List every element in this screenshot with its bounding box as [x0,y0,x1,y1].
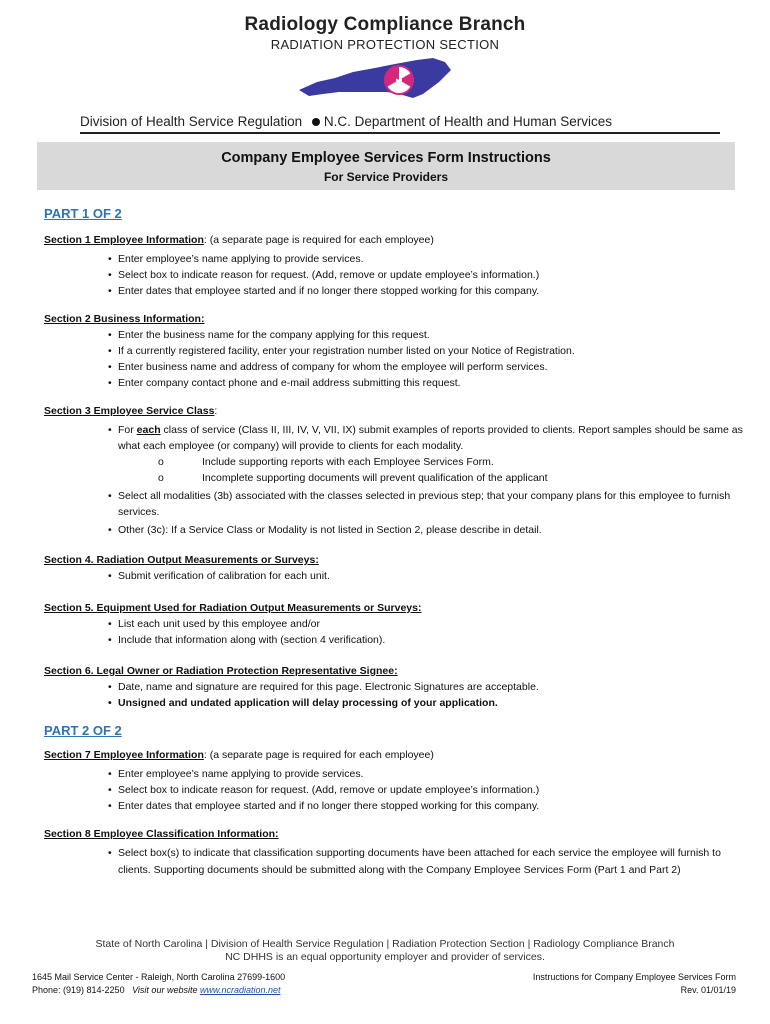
footer-eeo-line: NC DHHS is an equal opportunity employer and provider of services. [225,951,545,963]
org-subtitle: RADIATION PROTECTION SECTION [270,37,500,52]
sub-list-item: o Incomplete supporting documents will prevent qualification of the applicant [158,470,744,486]
section-5-title: Section 5. Equipment Used for Radiation Output Measurements or Surveys: [44,602,422,614]
list-item: • Select box to indicate reason for request. (Add, remove or update employee’s information.) [108,267,744,283]
list-item: • Enter business name and address of company for whom the employee will perform services. [108,359,744,375]
list-item: • Select box to indicate reason for request. (Add, remove or update employee’s information.) [108,782,744,798]
section-7-heading [44,747,744,763]
list-item: • Enter dates that employee started and if no longer there stopped working for this company. [108,283,744,299]
footer-org-line: State of North Carolina | Division of Health Service Regulation | Radiation Protection Section | Radiology Compliance Branch [95,938,675,950]
section-3-heading [44,403,744,419]
section-2-heading [44,311,744,327]
section-3-title: Section 3 Employee Service Class [44,405,215,417]
page-header [0,0,770,136]
section-6-title: Section 6. Legal Owner or Radiation Protection Representative Signee: [44,665,398,677]
list-item: • Enter employee’s name applying to provide services. [108,251,744,267]
footer-address: 1645 Mail Service Center - Raleigh, North Carolina 27699-1600 [32,972,286,982]
section-7-note: : (a separate page is required for each employee) [203,749,434,761]
section-2-list [44,327,744,391]
title-box [37,142,735,190]
list-item: • Date, name and signature are required for this page. Electronic Signatures are acceptable. [108,679,744,695]
section-3-sublist [44,454,744,486]
section-4-title: Section 4. Radiation Output Measurements or Surveys: [44,554,319,566]
list-item: • Enter the business name for the company applying for this request. [108,327,744,343]
footer-form-name: Instructions for Company Employee Services Form [532,972,736,982]
bullet-dot-icon [312,118,320,126]
section-8-list [44,845,744,879]
list-item [108,422,744,454]
section-8-heading [44,826,744,842]
section-1-title: Section 1 Employee Information [44,234,204,246]
section-7-title: Section 7 Employee Information [44,749,204,761]
division-name: Division of Health Service Regulation [80,114,303,129]
list-item: • Enter employee’s name applying to provide services. [108,766,744,782]
list-item: • Include that information along with (section 4 verification). [108,632,744,648]
section-7-list [44,766,744,814]
list-item: • Submit verification of calibration for each unit. [108,568,744,584]
section-3-colon: : [214,405,218,417]
section-2-title: Section 2 Business Information: [44,313,205,325]
list-item: • Enter company contact phone and e-mail address submitting this request. [108,375,744,391]
footer-form-info [533,971,736,997]
org-title: Radiology Compliance Branch [244,14,526,35]
item-text: For [118,424,137,436]
list-item: • Enter dates that employee started and if no longer there stopped working for this company. [108,798,744,814]
website-link[interactable]: www.ncradiation.net [199,985,281,995]
section-1-list [44,251,744,299]
header-rule [80,132,720,134]
footer-revision: Rev. 01/01/19 [680,985,736,995]
section-5-list [44,616,744,648]
section-3-list-cont [44,488,744,538]
section-3-list [44,422,744,454]
section-4-list [44,568,744,584]
item-emphasis: each [136,424,161,436]
list-item: • List each unit used by this employee and/or [108,616,744,632]
sub-list-item: o Include supporting reports with each Employee Services Form. [158,454,744,470]
section-4-heading [44,552,744,568]
list-item: • Unsigned and undated application will delay processing of your application. [108,695,744,711]
footer-contact [32,971,285,997]
section-6-list [44,679,744,711]
nc-map-logo-icon [295,52,455,102]
footer-phone: Phone: (919) 814-2250 [32,985,125,995]
part-2-heading: PART 2 OF 2 [44,723,122,738]
footer-visit-text: Visit our website [132,985,200,995]
item-text: class of service (Class II, III, IV, V, VII, IX) submit examples of reports provided to clients. Report samples should be same as what each employee (or company) will provide to clients for each modality. [118,424,743,452]
nc-map-shape [299,58,451,98]
part-1-heading: PART 1 OF 2 [44,206,122,221]
section-1-heading [44,232,744,248]
department-name: N.C. Department of Health and Human Services [323,114,613,129]
section-6-heading [44,663,744,679]
list-item: • Select all modalities (3b) associated with the classes selected in previous step; that your company plans for this employee to furnish services. [108,488,744,520]
section-8-title: Section 8 Employee Classification Information: [44,828,279,840]
footer-phone-line [32,984,285,997]
instructions-content [44,206,744,879]
division-line [80,114,612,129]
page-subtitle: For Service Providers [323,170,449,184]
page-title: Company Employee Services Form Instructions [221,150,551,166]
section-1-note: : (a separate page is required for each employee) [203,234,434,246]
list-item: • Select box(s) to indicate that classification supporting documents have been attached for each service the employee will furnish to clients. Supporting documents should be submitted along with the Company Employee Services Form (Part 1 and Part 2) [108,845,744,879]
list-item: • Other (3c): If a Service Class or Modality is not listed in Section 2, please describe in detail. [108,522,744,538]
section-5-heading [44,600,744,616]
list-item: • If a currently registered facility, enter your registration number listed on your Notice of Registration. [108,343,744,359]
